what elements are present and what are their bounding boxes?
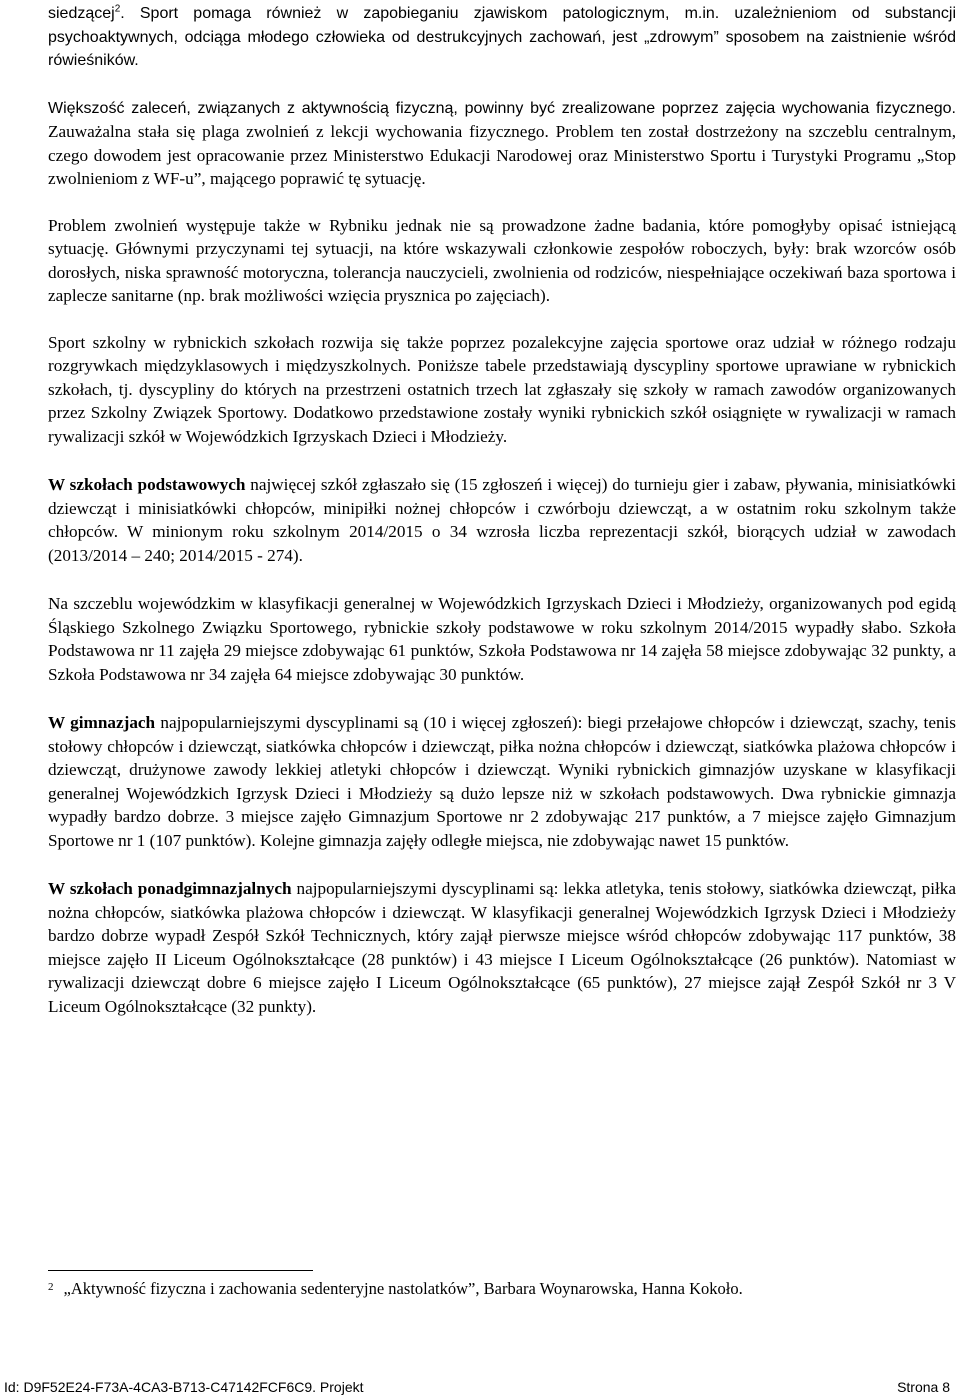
paragraph-text: najpopularniejszymi dyscyplinami są: lekka atletyka, tenis stołowy, siatkówka dziewcząt, piłka nożna chłopców, siatkówka plażowa chłopców i dziewcząt. W klasyfikacji generalnej Wojewódzkich Igrzysk Dzieci i Młodzieży bardzo dobrze wypadł Zespół Szkół Technicznych, który zajął pierwsze miejsce wśród chłopców zdobywając 117 punktów, 38 miejsce zajęło II Liceum Ogólnokształcące (28 punktów) i 43 miejsce I Liceum Ogólnokształcące (26 punktów). Natomiast w rywalizacji dziewcząt dobre 6 miejsce zajęło I Liceum Ogólnokształcące (65 punktów), 27 miejsce zajął Zespół Szkół nr 3 V Liceum Ogólnokształcące (32 punkty).: [48, 879, 956, 1016]
page-footer: [0, 1376, 956, 1398]
paragraph-text: siedzącej: [48, 5, 115, 22]
paragraph-text: Zauważalna stała się plaga zwolnień z lekcji wychowania fizycznego. Problem ten został dostrzeżony na szczeblu centralnym, czego dowodem jest opracowanie przez Ministerstwo Edukacji Narodowej oraz Ministerstwo Sportu i Turystyki Programu „Stop zwolnieniom z WF-u”, mającego poprawić tę sytuację.: [48, 122, 956, 188]
footnote-number: 2: [48, 1281, 54, 1293]
paragraph-lead-bold: W gimnazjach: [48, 713, 156, 732]
paragraph-middle-schools: [48, 711, 956, 852]
paragraph-recommendations: [48, 96, 956, 191]
paragraph-lead-bold: W szkołach ponadgimnazjalnych: [48, 879, 292, 898]
paragraph-exemptions: Problem zwolnień występuje także w Rybniku jednak nie są prowadzone żadne badania, które pomogłyby opisać istniejącą sytuację. Głównymi przyczynami tej sytuacji, na które wskazywali członkowie zespołów roboczych, były: brak wzorców osób dorosłych, niska sprawność motoryczna, tolerancja nauczycieli, zwolnienia od rodziców, niespełniające oczekiwań baza sportowa i zaplecze sanitarne (np. brak możliwości wzięcia prysznica po zajęciach).: [48, 215, 956, 305]
paragraph-text: Większość zaleceń, związanych z aktywnością fizyczną, powinny być zrealizowane poprzez zajęcia wychowania fizycznego.: [48, 99, 956, 117]
paragraph-text: najwięcej szkół zgłaszało się (15 zgłoszeń i więcej) do turnieju gier i zabaw, pływania, minisiatkówki dziewcząt i minisiatkówki chłopców, minipiłki nożnej chłopców i czwórboju dziewcząt, a w ostatnim roku szkolnym także chłopców. W minionym roku szkolnym 2014/2015 o 34 wzrosła liczba reprezentacji szkół, biorących udział w zawodach (2013/2014 – 240; 2014/2015 - 274).: [48, 475, 956, 565]
paragraph-primary-schools: [48, 473, 956, 567]
paragraph-school-sport: Sport szkolny w rybnickich szkołach rozwija się także poprzez pozalekcyjne zajęcia sportowe oraz udział w różnego rodzaju rozgrywkach międzyklasowych i międzyszkolnych. Poniższe tabele przedstawiają dyscypliny sportowe uprawiane w rybnickich szkołach, tj. dyscypliny do których na przestrzeni ostatnich trzech lat zgłaszały się szkoły w ramach zawodów organizowanych przez Szkolny Związek Sportowy. Dodatkowo przedstawione zostały wyniki rybnickich szkół osiągnięte w rywalizacji w ramach rywalizacji szkół w Wojewódzkich Igrzyskach Dzieci i Młodzieży.: [48, 332, 956, 446]
paragraph-text: . Sport pomaga również w zapobieganiu zjawiskom patologicznym, m.in. uzależnieniom od substancji psychoaktywnych, odciąga młodego człowieka od destrukcyjnych zachowań, jest „zdrowym” sposobem na zaistnienie wśród rówieśników.: [48, 5, 956, 69]
paragraph-text: najpopularniejszymi dyscyplinami są (10 i więcej zgłoszeń): biegi przełajowe chłopców i dziewcząt, szachy, tenis stołowy chłopców i dziewcząt, siatkówka chłopców i dziewcząt, piłka nożna chłopców i dziewcząt, siatkówka plażowa chłopców i dziewcząt, drużynowe zawody lekkiej atletyki chłopców i dziewcząt. Wyniki rybnickich gimnazjów uzyskane w klasyfikacji generalnej Wojewódzkich Igrzysk Dzieci i Młodzieży są dużo lepsze niż w szkołach podstawowych. Dwa rybnickie gimnazja wypadły bardzo dobrze. 3 miejsce zajęło Gimnazjum Sportowe nr 2 zdobywając 217 punktów, a 7 miejsce zajęło Gimnazjum Sportowe nr 1 (107 punktów). Kolejne gimnazja zajęły odległe miejsca, nie zdobywając nawet 15 punktów.: [48, 713, 956, 850]
document-id: Id: D9F52E24-F73A-4CA3-B713-C47142FCF6C9. Projekt: [4, 1379, 364, 1395]
document-body: [48, 2, 956, 1018]
footnote-separator: [48, 1270, 313, 1271]
footnote-text: „Aktywność fizyczna i zachowania sedenteryjne nastolatków”, Barbara Woynarowska, Hanna Kokoło.: [63, 1279, 743, 1298]
paragraph-continuation: [48, 2, 956, 73]
page-number: Strona 8: [897, 1379, 950, 1395]
footnote: [48, 1278, 956, 1300]
paragraph-voivodeship-results: Na szczeblu wojewódzkim w klasyfikacji generalnej w Wojewódzkich Igrzyskach Dzieci i Młodzieży, organizowanych pod egidą Śląskiego Szkolnego Związku Sportowego, rybnickie szkoły podstawowe w roku szkolnym 2014/2015 wypadły słabo. Szkoła Podstawowa nr 11 zajęła 29 miejsce zdobywając 61 punktów, Szkoła Podstawowa nr 14 zajęła 58 miejsce zdobywając 32 punkty, a Szkoła Podstawowa nr 34 zajęła 64 miejsce zdobywając 30 punktów.: [48, 594, 956, 684]
paragraph-lead-bold: W szkołach podstawowych: [48, 475, 246, 494]
footnote-reference: 2: [114, 3, 121, 15]
paragraph-secondary-schools: [48, 877, 956, 1018]
